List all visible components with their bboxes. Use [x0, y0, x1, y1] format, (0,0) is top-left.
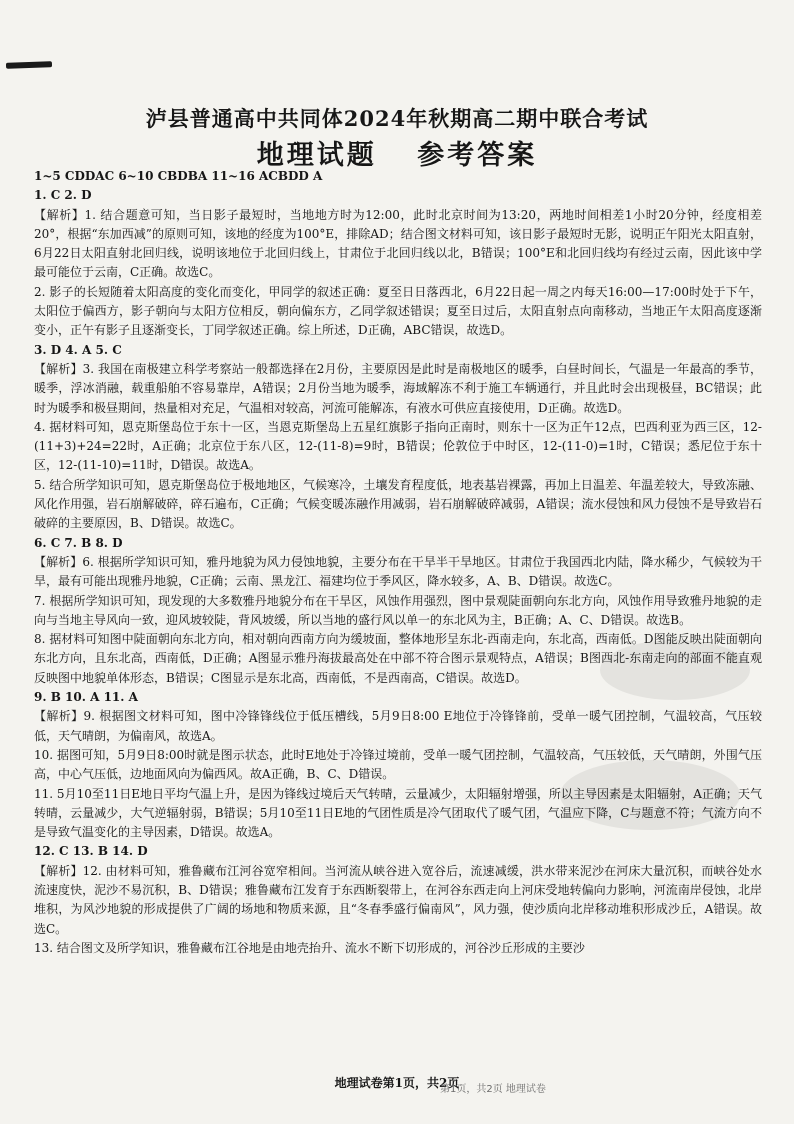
subject-title: 地理试题: [256, 140, 377, 171]
explanation-paragraph: 7. 根据所学知识可知，现发现的大多数雅丹地貌分布在干旱区，风蚀作用强烈，图中景观陡面朝向东北方向，风蚀作用导致雅丹地貌的走向与当地主导风向一致，迎风坡较陡，背风坡缓，所以当地的盛行风以单一的东北风为主，B正确；A、C、D错误。故选B。: [34, 593, 762, 627]
answer-line: 9. B 10. A 11. A: [34, 690, 138, 705]
explanation-paragraph: 【解析】6. 根据所学知识可知，雅丹地貌为风力侵蚀地貌，主要分布在干旱半干旱地区。甘肃位于我国西北内陆，降水稀少，气候较为干旱，最有可能出现雅丹地貌，C正确；云南、黑龙江、福建均位于季风区，降水较多，A、B、D错误。故选C。: [34, 554, 762, 589]
explanation-paragraph: 【解析】9. 根据图文材料可知，图中冷锋锋线位于低压槽线，5月9日8:00 E地位于冷锋锋前，受单一暖气团控制，气温较高，气压较低，天气晴朗，为偏南风，故选A。: [34, 709, 762, 743]
answer-content: [34, 167, 762, 958]
faded-stamp: 第1页，共2页 地理试卷: [440, 1084, 546, 1095]
exam-title: 泸县普通高中共同体2024年秋期高二期中联合考试: [145, 106, 649, 131]
explanation-paragraph: 13. 结合图文及所学知识，雅鲁藏布江谷地是由地壳抬升、流水不断下切形成的，河谷沙丘形成的主要沙: [34, 940, 585, 955]
answer-line: 6. C 7. B 8. D: [34, 535, 123, 550]
explanation-paragraph: 11. 5月10至11日E地日平均气温上升，是因为锋线过境后天气转晴，云量减少，太阳辐射增强，所以主导因素是太阳辐射，A正确；天气转晴，云量减少，大气逆辐射弱，B错误；5月10至11日E地的气团性质是冷气团取代了暖气团，气温应下降，C与题意不符；气流方向不是导致气温变化的主导因素，D错误。故选A。: [34, 786, 762, 840]
explanation-paragraph: 5. 结合所学知识可知，恩克斯堡岛位于极地地区，气候寒冷，土壤发育程度低，地表基岩裸露，再加上日温差、年温差较大，导致冻融、风化作用强，岩石崩解破碎，碎石遍布，C正确；气候变暖冻融作用减弱，岩石崩解破碎减弱，A错误；流水侵蚀和风力侵蚀不是导致岩石破碎的主要原因，B、D错误。故选C。: [34, 477, 762, 531]
answer-key-title: 参考答案: [417, 140, 538, 171]
answer-line: 3. D 4. A 5. C: [34, 342, 122, 357]
page-footer: 地理试卷第1页，共2页: [334, 1076, 460, 1090]
answer-line: 12. C 13. B 14. D: [34, 844, 148, 859]
explanation-paragraph: 【解析】12. 由材料可知，雅鲁藏布江河谷宽窄相间。当河流从峡谷进入宽谷后，流速减缓，洪水带来泥沙在河床大量沉积，而峡谷处水流速度快，泥沙不易沉积，B、D错误；雅鲁藏布江发育于东西断裂带上，在河谷东西走向上河床受地转偏向力影响，河流南岸侵蚀，北岸堆积，为风沙地貌的形成提供了广阔的场地和物质来源，且“冬春季盛行偏南风”，风力强，使沙质向北岸移动堆积形成沙丘，A错误。故选C。: [34, 863, 762, 936]
explanation-paragraph: 【解析】3. 我国在南极建立科学考察站一般都选择在2月份，主要原因是此时是南极地区的暖季，白昼时间长，气温是一年最高的季节，暖季，浮冰消融，载重船舶不容易靠岸，A错误；2月份当地为暖季，海域解冻不利于施工车辆通行，并且此时会出现极昼，BC错误；此时为暖季和极昼期间，热量相对充足，气温相对较高，河流可能解冻，有液水可供应直接使用，D正确。故选D。: [34, 361, 762, 415]
explanation-paragraph: 10. 据图可知，5月9日8:00时就是图示状态，此时E地处于冷锋过境前，受单一暖气团控制，气温较高，气压较低，天气晴朗，外围气压高，中心气压低，边地面风向为偏西风。故A正确，B、C、D错误。: [34, 747, 762, 782]
answer-line: 1. C 2. D: [34, 188, 92, 203]
explanation-paragraph: 2. 影子的长短随着太阳高度的变化而变化，甲同学的叙述正确：夏至日日落西北，6月22日起一周之内每天16:00—17:00时处于下午，太阳位于偏西方，影子朝向与太阳方位相反，朝向偏东方，乙同学叙述错误；夏至日过后，太阳直射点向南移动，当地正午太阳高度逐渐变小，正午有影子且逐渐变长，丁同学叙述正确。综上所述，D正确，ABC错误，故选D。: [34, 284, 762, 338]
explanation-paragraph: 8. 据材料可知图中陡面朝向东北方向，相对朝向西南方向为缓坡面，整体地形呈东北-西南走向，东北高，西南低。D图能反映出陡面朝向东北方向，且东北高，西南低，D正确；A图显示雅丹海拔最高处在中部不符合图示景观特点，A错误；B图西北-东南走向的部面不能直观反映图中地貌单体形态，B错误；C图显示是东北高，西南低，不是西南高，C错误。故选D。: [34, 632, 762, 685]
explanation-paragraph: 4. 据材料可知，恩克斯堡岛位于东十一区，当恩克斯堡岛上五星红旗影子指向正南时，则东十一区为正午12点，巴西利亚为西三区，12-(11+3)+24=22时，A正确；北京位于东八区，12-(11-8)=9时，B错误；伦敦位于中时区，12-(11-0)=1时，C错误；悉尼位于东十区，12-(11-10)=11时，D错误。故选A。: [34, 419, 762, 473]
explanation-paragraph: 【解析】1. 结合题意可知，当日影子最短时，当地地方时为12:00，此时北京时间为13:20，两地时间相差1小时20分钟，经度相差20°，根据“东加西减”的原则可知，该地的经度为100°E，排除AD；结合图文材料可知，该日影子最短时无影，说明正午阳光太阳直射，6月22日太阳直射北回归线，说明该地位于北回归线上，甘肃位于北回归线以北，B错误；100°E和北回归线均有经过云南，因此该中学最可能位于云南，C正确。故选C。: [34, 207, 762, 280]
scan-mark: [6, 61, 52, 69]
answer-key-summary: 1~5 CDDAC 6~10 CBDBA 11~16 ACBDD A: [34, 169, 323, 183]
